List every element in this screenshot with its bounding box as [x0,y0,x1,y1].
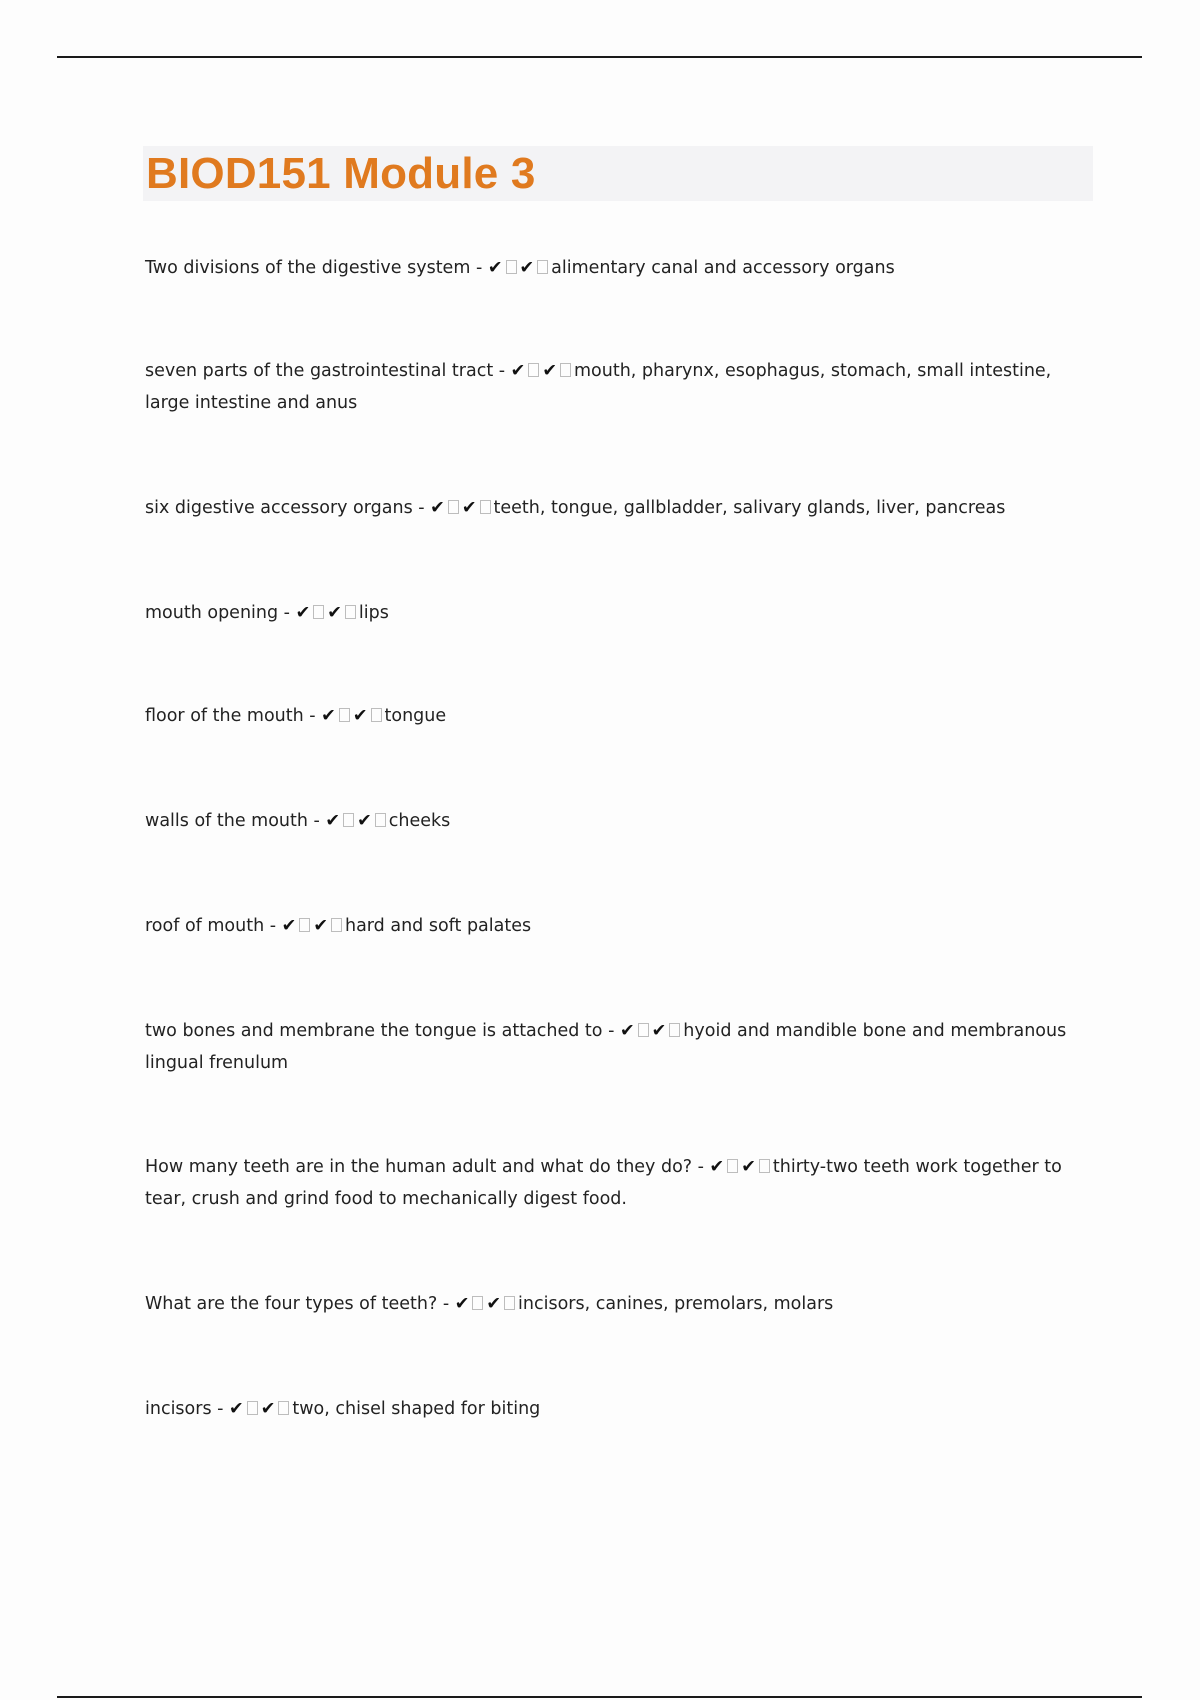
check-icon: ✔ [352,706,368,726]
box-icon [331,918,342,932]
box-icon [759,1159,770,1173]
bottom-rule [57,1696,1142,1698]
qa-entry [145,1151,1090,1215]
box-icon [669,1023,680,1037]
check-icon: ✔ [321,706,336,726]
entry-separator: - [303,706,322,726]
box-icon [448,500,459,514]
check-icon: ✔ [487,258,503,278]
check-icon: ✔ [741,1157,756,1177]
entry-answer: hyoid and mandible bone and membranous lingual frenulum [145,1021,1067,1073]
box-icon [339,708,350,722]
qa-entry [145,252,1090,284]
box-icon [537,260,548,274]
box-icon [528,363,539,377]
box-icon [504,1296,515,1310]
check-icon: ✔ [486,1294,502,1314]
box-icon [727,1159,738,1173]
box-icon [375,813,386,827]
check-icon: ✔ [260,1399,276,1419]
check-icon: ✔ [357,811,372,831]
entry-term: six digestive accessory organs [145,498,413,518]
entry-answer: incisors, canines, premolars, molars [518,1294,834,1314]
check-icon: ✔ [281,916,297,936]
box-icon [638,1023,649,1037]
entry-separator: - [437,1294,455,1314]
entry-term: roof of mouth [145,916,265,936]
qa-entry [145,1393,1090,1425]
check-icon: ✔ [313,916,328,936]
entry-separator: - [692,1157,710,1177]
entry-answer: thirty-two teeth work together to tear, crush and grind food to mechanically digest food. [145,1157,1062,1209]
box-icon [506,260,517,274]
top-rule [57,56,1142,58]
entry-separator: - [470,258,488,278]
check-icon: ✔ [510,361,526,381]
entry-term: How many teeth are in the human adult and what do they do? [145,1157,693,1177]
check-icon: ✔ [229,1399,244,1419]
qa-entry [145,805,1090,837]
entry-term: two bones and membrane the tongue is attached to [145,1021,603,1041]
entry-answer: alimentary canal and accessory organs [551,258,895,278]
entry-answer: cheeks [388,811,451,831]
check-icon: ✔ [325,811,341,831]
box-icon [343,813,354,827]
entry-separator: - [493,361,511,381]
qa-entry [145,910,1090,942]
qa-entry [145,492,1090,524]
box-icon [560,363,571,377]
box-icon [472,1296,483,1310]
qa-entry [145,700,1090,732]
entry-term: incisors [145,1399,212,1419]
qa-entry [145,1015,1090,1079]
entry-separator: - [602,1021,620,1041]
entry-term: floor of the mouth [145,706,304,726]
box-icon [371,708,382,722]
entry-answer: teeth, tongue, gallbladder, salivary glands, liver, pancreas [493,498,1006,518]
box-icon [278,1401,289,1415]
document-title: BIOD151 Module 3 [146,149,536,198]
entry-separator: - [278,603,296,623]
check-icon: ✔ [651,1021,667,1041]
entry-term: seven parts of the gastrointestinal tract [145,361,494,381]
box-icon [247,1401,258,1415]
check-icon: ✔ [454,1294,470,1314]
check-icon: ✔ [295,603,311,623]
qa-entry [145,355,1090,419]
entry-term: What are the four types of teeth? [145,1294,438,1314]
box-icon [345,605,356,619]
check-icon: ✔ [519,258,535,278]
entry-term: walls of the mouth [145,811,308,831]
check-icon: ✔ [327,603,342,623]
entry-answer: two, chisel shaped for biting [292,1399,541,1419]
entry-answer: hard and soft palates [344,916,532,936]
box-icon [313,605,324,619]
entry-answer: lips [358,603,389,623]
entry-answer: mouth, pharynx, esophagus, stomach, small intestine, large intestine and anus [145,361,1052,413]
entry-separator: - [412,498,431,518]
entry-answer: tongue [384,706,447,726]
box-icon [299,918,310,932]
entry-separator: - [211,1399,230,1419]
entry-term: Two divisions of the digestive system [145,258,471,278]
check-icon: ✔ [542,361,557,381]
check-icon: ✔ [709,1157,725,1177]
entry-separator: - [307,811,326,831]
entry-term: mouth opening [145,603,279,623]
box-icon [480,500,491,514]
check-icon: ✔ [430,498,445,518]
qa-entry [145,597,1090,629]
check-icon: ✔ [461,498,477,518]
entry-separator: - [264,916,282,936]
check-icon: ✔ [619,1021,635,1041]
qa-entry [145,1288,1090,1320]
